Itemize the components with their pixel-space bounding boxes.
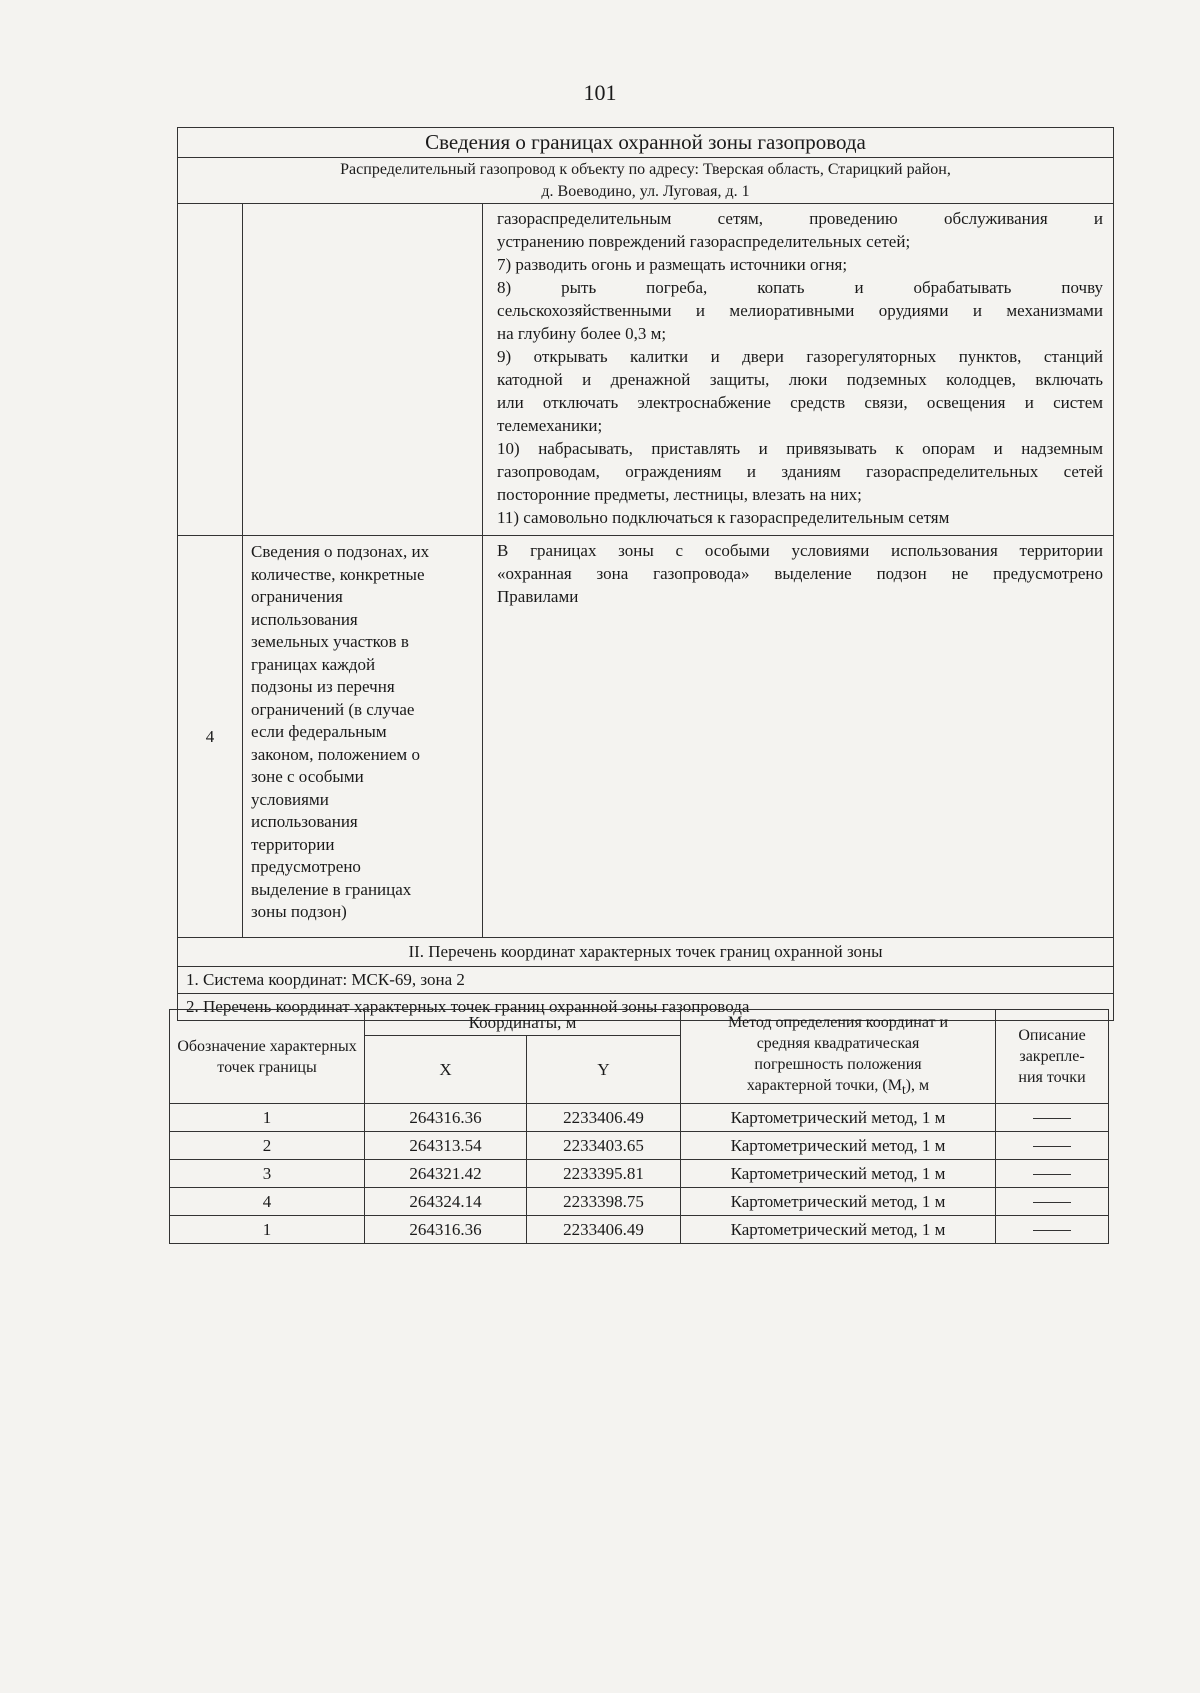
restriction-line: на глубину более 0,3 м; [497,324,667,343]
coordinate-system: 1. Система координат: МСК-69, зона 2 [178,967,1114,994]
subzones-label-line: территории [251,834,335,854]
section-ii-heading: II. Перечень координат характерных точек границ охранной зоны [178,938,1114,967]
header-coordinates: Координаты, м [365,1010,681,1036]
subzones-label-line: выделение в границах [251,879,412,899]
method-cell: Картометрический метод, 1 м [681,1188,996,1216]
header-x: X [365,1036,527,1104]
table-row [170,1104,1109,1132]
description-cell [996,1216,1109,1244]
object-line: д. Воеводино, ул. Луговая, д. 1 [541,182,750,200]
dash-mark [1033,1118,1071,1119]
x-cell: 264316.36 [365,1104,527,1132]
zone-info-table [177,127,1114,1021]
subzones-label-line: условиями [251,789,329,809]
page-number: 101 [583,80,617,105]
description-cell [996,1188,1109,1216]
header-desc-line: ния точки [1018,1069,1086,1086]
table-row [170,1160,1109,1188]
point-cell: 2 [170,1132,365,1160]
header-point: Обозначение характерных точек границы [170,1010,365,1104]
subzones-label-line: земельных участков в [251,632,409,651]
subzones-label-line: Сведения о подзонах, их [251,542,430,561]
restrictions-list [483,204,1114,536]
x-cell: 264316.36 [365,1216,527,1244]
header-desc-line: закрепле- [1019,1048,1085,1065]
subzones-label-line: если федеральным [251,722,387,741]
restriction-line: 7) разводить огонь и размещать источники огня; [497,255,848,274]
subzones-label-line: количестве, конкретные [251,564,425,584]
row-number: 4 [178,536,243,938]
dash-mark [1033,1146,1071,1147]
restriction-line: устранению повреждений газораспределительных сетей; [497,232,911,251]
description-cell [996,1132,1109,1160]
y-cell: 2233406.49 [527,1216,681,1244]
x-cell: 264324.14 [365,1188,527,1216]
coordinate-list-title: 2. Перечень координат характерных точек границ охранной зоны газопровода [178,994,1114,1021]
subzones-label-line: законом, положением о [251,744,420,764]
subzones-label-line: ограничений (в случае [251,699,415,719]
dash-mark [1033,1174,1071,1175]
document-title: Сведения о границах охранной зоны газопровода [178,128,1114,158]
y-cell: 2233406.49 [527,1104,681,1132]
header-method-line: характерной точки, (M [746,1077,902,1095]
dash-mark [1033,1202,1071,1203]
header-method [681,1010,996,1104]
subzones-content-line: Правилами [497,587,579,606]
restriction-line: 11) самовольно подключаться к газораспределительным сетям [497,508,950,527]
restriction-line: 10) набрасывать, приставлять и привязывать к опорам и надземным [497,439,1104,458]
header-method-subscript: t [901,1082,906,1098]
table-row [170,1132,1109,1160]
restriction-line: 9) открывать калитки и двери газорегуляторных пунктов, станций [497,347,1104,366]
restriction-line: или отключать электроснабжение средств связи, освещения и систем [497,393,1104,412]
empty-number-cell [178,204,243,536]
object-description [178,158,1114,204]
subzones-label-line: границах каждой [251,654,376,674]
y-cell: 2233395.81 [527,1160,681,1188]
restriction-line: катодной и дренажной защиты, люки подземных колодцев, включать [497,370,1104,389]
subzones-content-line: «охранная зона газопровода» выделение подзон не предусмотрено [497,564,1104,583]
restriction-line: 8) рыть погреба, копать и обрабатывать почву [497,278,1104,297]
restriction-line: газораспределительным сетям, проведению обслуживания и [497,209,1104,228]
subzones-label-line: использования [251,812,358,831]
header-desc-line: Описание [1018,1027,1086,1044]
restriction-line: сельскохозяйственными и мелиоративными орудиями и механизмами [497,301,1104,320]
table-row [170,1216,1109,1244]
x-cell: 264313.54 [365,1132,527,1160]
header-method-line: Метод определения координат и [727,1014,949,1032]
description-cell [996,1160,1109,1188]
table-row [170,1188,1109,1216]
restriction-line: телемеханики; [497,416,603,435]
method-cell: Картометрический метод, 1 м [681,1104,996,1132]
dash-mark [1033,1230,1071,1231]
subzones-label [243,536,483,938]
subzones-label-line: предусмотрено [251,857,361,876]
header-method-line: ), м [905,1077,930,1095]
method-cell: Картометрический метод, 1 м [681,1132,996,1160]
restriction-line: посторонние предметы, лестницы, влезать на них; [497,485,862,504]
subzones-label-line: использования [251,609,358,629]
subzones-content [483,536,1114,938]
point-cell: 3 [170,1160,365,1188]
header-description [996,1010,1109,1104]
point-cell: 1 [170,1216,365,1244]
coordinates-table [169,1009,1109,1244]
subzones-content-line: В границах зоны с особыми условиями использования территории [497,541,1104,560]
point-cell: 1 [170,1104,365,1132]
method-cell: Картометрический метод, 1 м [681,1160,996,1188]
subzones-label-line: подзоны из перечня [251,677,395,696]
y-cell: 2233403.65 [527,1132,681,1160]
restriction-line: газопроводам, ограждениям и зданиям газораспределительных сетей [497,462,1104,481]
y-cell: 2233398.75 [527,1188,681,1216]
x-cell: 264321.42 [365,1160,527,1188]
empty-name-cell [243,204,483,536]
header-y: Y [527,1036,681,1104]
method-cell: Картометрический метод, 1 м [681,1216,996,1244]
header-method-line: средняя квадратическая [756,1035,920,1053]
point-cell: 4 [170,1188,365,1216]
header-method-line: погрешность положения [754,1056,922,1074]
subzones-label-line: ограничения [251,587,343,606]
subzones-label-line: зоне с особыми [251,767,364,786]
description-cell [996,1104,1109,1132]
subzones-label-line: зоны подзон) [251,902,347,921]
object-line: Распределительный газопровод к объекту по адресу: Тверская область, Старицкий район, [340,160,951,178]
